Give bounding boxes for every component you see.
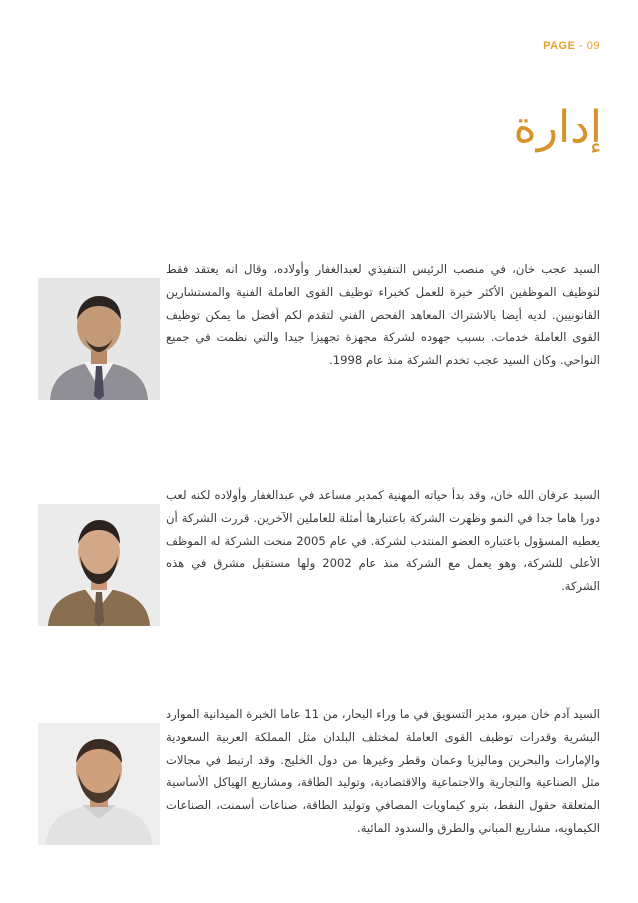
person-portrait-1-icon	[38, 278, 160, 400]
person-portrait-3-icon	[38, 723, 160, 845]
page-number	[543, 40, 600, 52]
person-bio-3: السيد آدم خان ميرو، مدير التسويق في ما وراء البحار، من 11 عاما الخبرة الميدانية الموارد البشرية وقدرات توظيف القوى العاملة لمختلف البلدان مثل المملكة العربية السعودية والإمارات والبحرين وماليزيا وعمان وقطر وغيرها من دول الخليج. وقد ارتبط في مجالات مثل الصناعية والتجارية والاجتماعية والاقتصادية، وتوليد الطاقة، ومشاريع الهياكل الأساسية المتعلقة حقول النفط، بترو كيماويات المصافي وتوليد الطاقة، صناعات أسمنت، الصناعات الكيماويه، مشاريع المباني والطرق والسدود المائية.	[166, 707, 600, 835]
page-title: إدارة	[513, 102, 602, 153]
person-photo-2	[38, 504, 160, 626]
page-number-value: 09	[586, 40, 600, 52]
person-bio-1: السيد عجب خان، في منصب الرئيس التنفيذي لعبدالغفار وأولاده، وقال انه يعتقد فقط لتوظيف الموظفين الأكثر خبرة للعمل كخبراء توظيف القوى العاملة الفنية والمستشارين القانونيين. لديه أيضا بالاشتراك المعاهد الفحص الفني لتقدم لكم أفضل ما يمكن توظيف القوى العاملة خدمات. بسبب جهوده لشركة مجهزة تجهيزا جيدا والتي نظمت في جميع النواحي. وكان السيد عجب تخدم الشركة منذ عام 1998.	[166, 262, 600, 368]
person-card-2	[38, 484, 600, 624]
person-card-3	[38, 703, 600, 843]
page-label: PAGE	[543, 40, 576, 52]
person-card-1	[38, 258, 600, 398]
person-bio-2: السيد عرفان الله خان، وقد بدأ حياته المهنية كمدير مساعد في عبدالغفار وأولاده لكنه لعب دورا هاما جدا في النمو وظهرت الشركة باعتبارها أمثلة للعاملين الآخرين. قررت الشركة أن يعطيه المسؤول باعتباره العضو المنتدب لشركة. في عام 2005 منحت الشركة له الموظف الأعلى للشركة، وهو يعمل مع الشركة منذ عام 2002 ولها مستقبل مشرق في هذه الشركة.	[166, 488, 600, 594]
person-photo-1	[38, 278, 160, 400]
person-photo-3	[38, 723, 160, 845]
page-separator: -	[579, 40, 584, 52]
person-portrait-2-icon	[38, 504, 160, 626]
